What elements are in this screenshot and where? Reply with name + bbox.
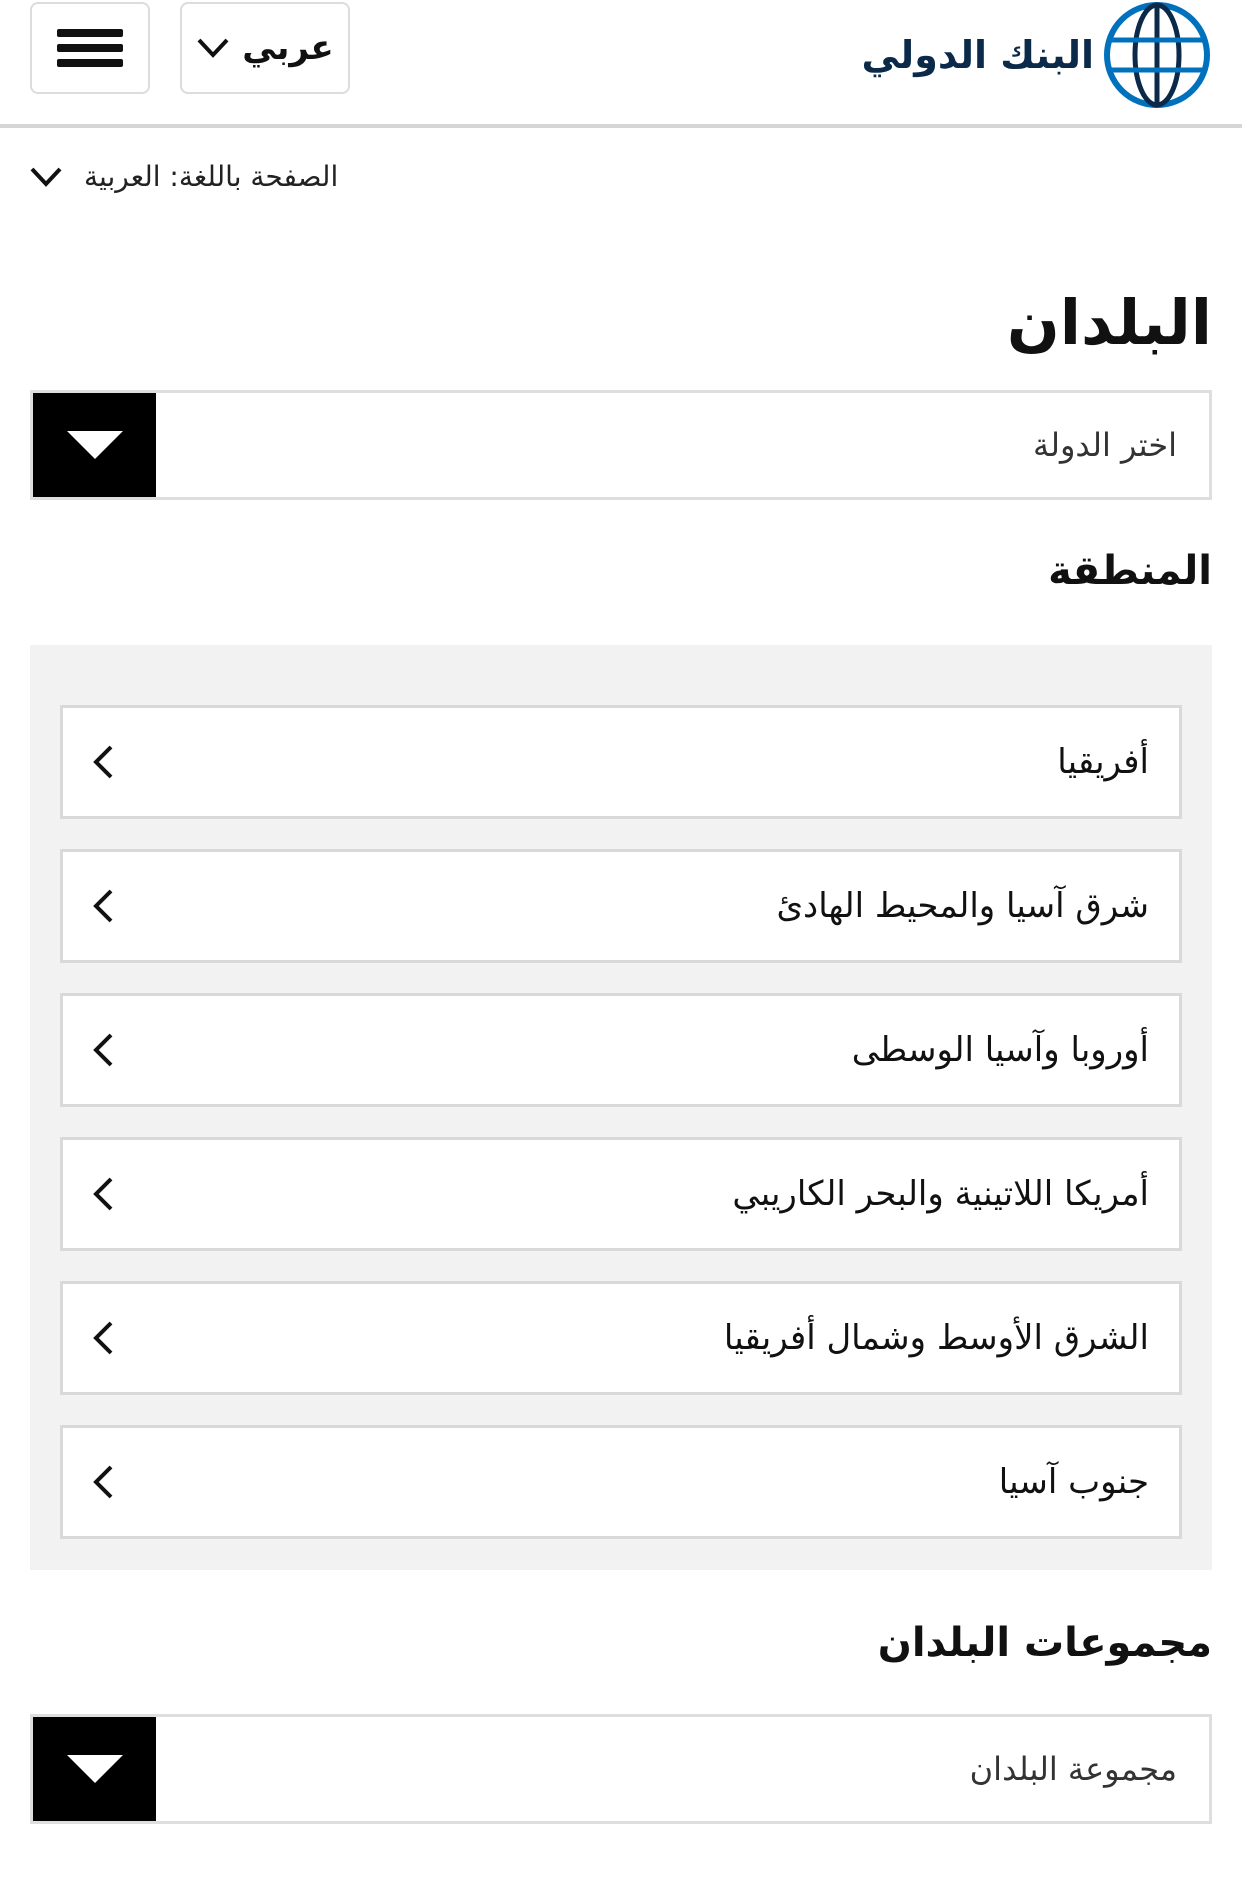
region-item-south-asia[interactable]	[60, 1425, 1182, 1539]
globe-icon	[1102, 0, 1212, 110]
page-title: البلدان	[1006, 286, 1212, 359]
page-language-toggle[interactable]	[30, 160, 338, 193]
country-select[interactable]	[30, 390, 1212, 500]
chevron-down-icon	[196, 37, 230, 59]
chevron-left-icon	[91, 1032, 115, 1068]
region-item-label: جنوب آسيا	[998, 1462, 1149, 1502]
triangle-down-icon	[67, 431, 123, 459]
triangle-down-icon	[67, 1755, 123, 1783]
chevron-left-icon	[91, 888, 115, 924]
chevron-left-icon	[91, 1176, 115, 1212]
region-item-europe-central-asia[interactable]	[60, 993, 1182, 1107]
language-button-label: عربي	[242, 28, 334, 68]
country-groups-title: مجموعات البلدان	[877, 1620, 1212, 1666]
chevron-left-icon	[91, 1464, 115, 1500]
country-group-select[interactable]	[30, 1714, 1212, 1824]
region-item-label: الشرق الأوسط وشمال أفريقيا	[723, 1318, 1149, 1358]
region-section-title: المنطقة	[1048, 548, 1212, 594]
country-select-value: اختر الدولة	[1033, 426, 1177, 464]
region-item-label: أوروبا وآسيا الوسطى	[851, 1030, 1149, 1070]
world-bank-logo[interactable]	[861, 0, 1212, 110]
chevron-left-icon	[91, 744, 115, 780]
region-item-middle-east-north-africa[interactable]	[60, 1281, 1182, 1395]
region-list	[30, 645, 1212, 1570]
country-group-select-toggle[interactable]	[33, 1717, 156, 1821]
region-item-label: أفريقيا	[1057, 742, 1149, 782]
country-select-toggle[interactable]	[33, 393, 156, 497]
hamburger-icon	[57, 22, 123, 74]
logo-text: البنك الدولي	[861, 33, 1094, 77]
country-group-select-value: مجموعة البلدان	[969, 1750, 1177, 1788]
menu-button[interactable]	[30, 2, 150, 94]
chevron-left-icon	[91, 1320, 115, 1356]
region-item-label: شرق آسيا والمحيط الهادئ	[776, 886, 1149, 926]
page-language-label: الصفحة باللغة: العربية	[84, 160, 339, 193]
region-item-label: أمريكا اللاتينية والبحر الكاريبي	[732, 1174, 1149, 1214]
region-item-africa[interactable]	[60, 705, 1182, 819]
region-item-east-asia-pacific[interactable]	[60, 849, 1182, 963]
region-item-latin-america-caribbean[interactable]	[60, 1137, 1182, 1251]
site-header	[0, 0, 1242, 128]
language-selector-button[interactable]	[180, 2, 350, 94]
chevron-down-icon	[30, 167, 62, 187]
